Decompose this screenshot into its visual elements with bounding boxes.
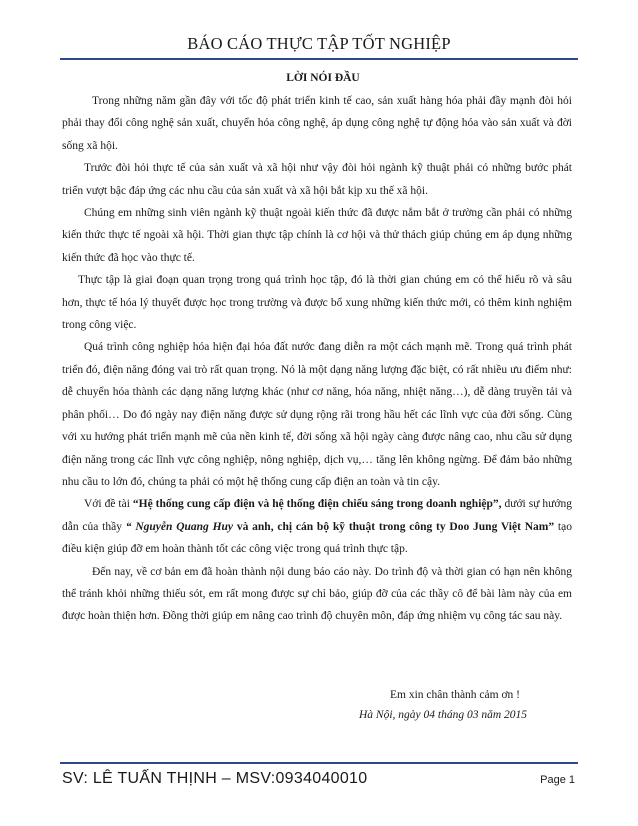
page-number: Page 1	[540, 774, 575, 786]
teacher-name: “ Nguyễn Quang Huy	[125, 520, 234, 533]
paragraph-4: Thực tập là giai đoạn quan trọng trong quá trình học tập, đó là thời gian chúng em có thể hiểu rõ và sâu hơn, thực tế hóa lý thuyết được học trong trường và được bổ xung những kiến thức mới, có thêm kinh nghiệm trong công việc.	[62, 274, 572, 332]
thanks-line: Em xin chân thành cảm ơn !	[390, 689, 520, 701]
paragraph-closing: Đến nay, về cơ bản em đã hoàn thành nội dung báo cáo này. Do trình độ và thời gian có hạn nên không thể tránh khỏi những thiếu sót, em rất mong được sự chỉ bảo, giúp đỡ của các thầy cô để bài làm này của em được hoàn thiện hơn. Đồng thời giúp em nâng cao trình độ chuyên môn, đáp ứng nhiệm vụ công tác sau này.	[62, 565, 572, 623]
topic-title: “Hệ thống cung cấp điện và hệ thống điện chiếu sáng trong doanh nghiệp”,	[132, 498, 502, 511]
footer-student-info: SV: LÊ TUẤN THỊNH – MSV:0934040010	[62, 770, 368, 787]
paragraph-5: Quá trình công nghiệp hóa hiện đại hóa đất nước đang diễn ra một cách mạnh mẽ. Trong quá trình phát triển đó, điện năng đóng vai trò rất quan trọng. Nó là một dạng năng lượng đặc biệt, có rất nhiều ưu điểm như: dễ chuyển hóa thành các dạng năng lượng khác (như cơ năng, hóa năng, nhiệt năng…), dễ dàng truyền tải và phân phối… Do đó ngày nay điện năng được sử dụng rộng rãi trong hầu hết các lĩnh vực của đời sống. Cùng với xu hướng phát triển mạnh mẽ của nền kinh tế, đời sống xã hội ngày càng được nâng cao, nhu cầu sử dụng điện năng trong các lĩnh vực công nghiệp, nông nghiệp, dịch vụ,… tăng lên không ngừng. Để đảm bảo những nhu cầu to lớn đó, chúng ta phải có một hệ thống cung cấp điện an toàn và tin cậy.	[62, 341, 572, 488]
topic-guidance: dưới sự hướng dẫn của thầy	[62, 498, 572, 533]
paragraph-3: Chúng em những sinh viên ngành kỹ thuật ngoài kiến thức đã được nắm bắt ở trường cần phải có những kiến thức thực tế ngoài xã hội. Thời gian thực tập chính là cơ hội và thử thách giúp chúng em áp dụng những kiến thức đã học vào thực tế.	[62, 207, 572, 264]
paragraph-topic	[62, 493, 572, 560]
place-date: Hà Nội, ngày 04 tháng 03 năm 2015	[359, 709, 528, 721]
header-divider	[60, 58, 578, 60]
company-name: và anh, chị cán bộ kỹ thuật trong công ty Doo Jung Việt Nam”	[233, 520, 555, 533]
topic-ending: tạo điều kiện giúp đỡ em hoàn thành tốt các công việc trong quá trình thực tập.	[62, 520, 572, 556]
paragraph-2: Trước đòi hỏi thực tế của sản xuất và xã hội như vậy đòi hỏi ngành kỹ thuật phải có những bước phát triển vượt bậc đáp ứng các nhu cầu của sản xuất và xã hội bắt kịp xu thế xã hội.	[62, 162, 572, 197]
document-body	[62, 90, 572, 628]
footer-divider	[60, 762, 578, 764]
topic-intro: Với đề tài	[84, 498, 133, 511]
paragraph-1: Trong những năm gần đây với tốc độ phát triển kinh tế cao, sản xuất hàng hóa phải đầy mạnh đòi hỏi phải thay đổi công nghệ sản xuất, chuyển hóa công nghệ, áp dụng công nghệ tự động hóa vào sản xuất và đời sống xã hội.	[62, 95, 572, 152]
preface-heading: LỜI NÓI ĐẦU	[286, 72, 360, 84]
page-header-title: BÁO CÁO THỰC TẬP TỐT NGHIỆP	[187, 34, 451, 53]
